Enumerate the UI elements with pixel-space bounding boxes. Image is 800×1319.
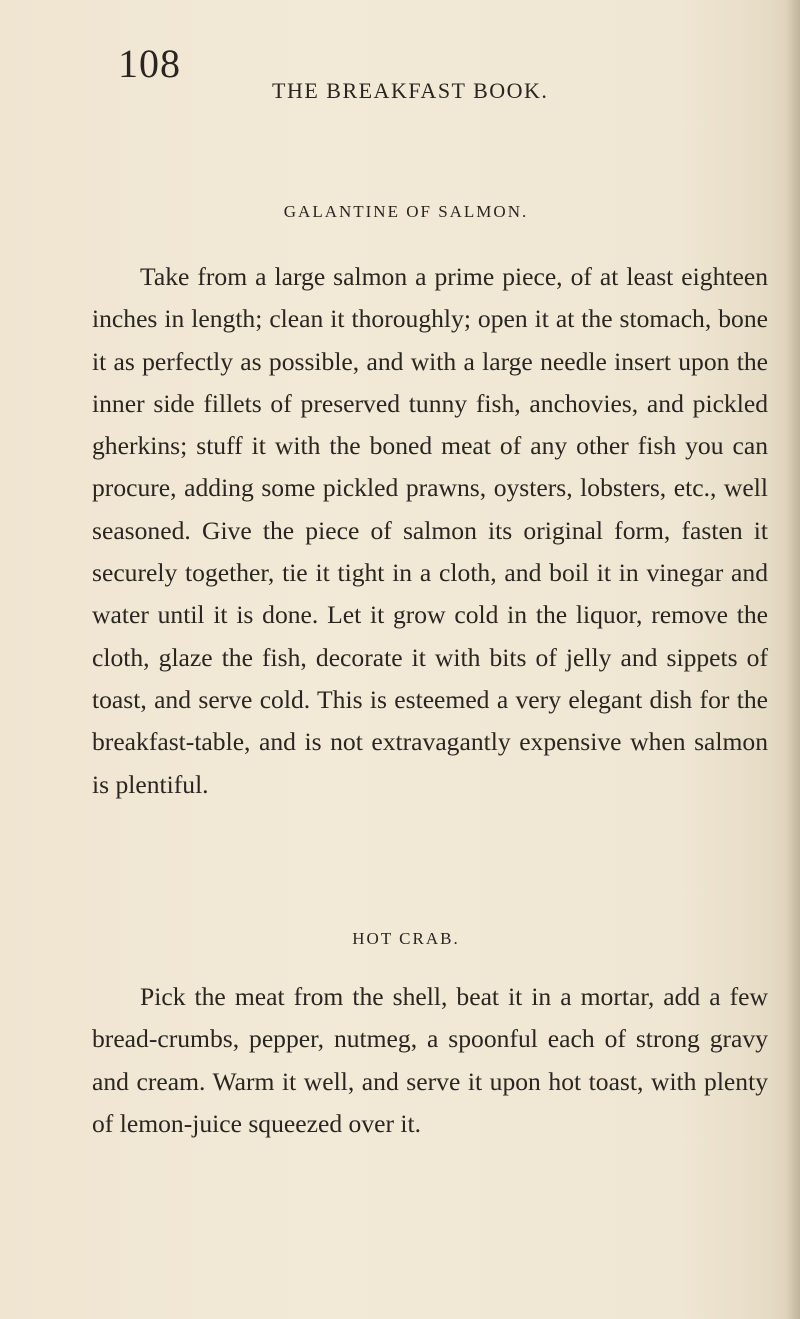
recipe-paragraph-hot-crab: Pick the meat from the shell, beat it in a mortar, add a few bread-crumbs, pepper, nutmeg, a spoonful each of strong gravy and cream. Warm it well, and serve it upon hot toast, with plenty of lemon-juice squeezed over it. xyxy=(92,982,768,1138)
section-title-galantine: GALANTINE OF SALMON. xyxy=(283,202,529,221)
running-head: THE BREAKFAST BOOK. xyxy=(272,78,549,103)
recipe-paragraph-galantine: Take from a large salmon a prime piece, of at least eighteen inches in length; clean it thoroughly; open it at the stomach, bone it as perfectly as possible, and with a large needle insert upon the inner side fillets of preserved tunny fish, anchovies, and pickled gherkins; stuff it with the boned meat of any other fish you can procure, adding some pickled prawns, oysters, lobsters, etc., well seasoned. Give the piece of salmon its original form, fasten it securely together, tie it tight in a cloth, and boil it in vinegar and water until it is done. Let it grow cold in the liquor, remove the cloth, glaze the fish, decorate it with bits of jelly and sippets of toast, and serve cold. This is esteemed a very elegant dish for the breakfast-table, and is not extravagantly expensive when salmon is plentiful. xyxy=(92,262,768,799)
page-edge-shadow xyxy=(786,0,800,1319)
page-number: 108 xyxy=(118,41,181,86)
section-title-hot-crab: HOT CRAB. xyxy=(352,929,460,948)
